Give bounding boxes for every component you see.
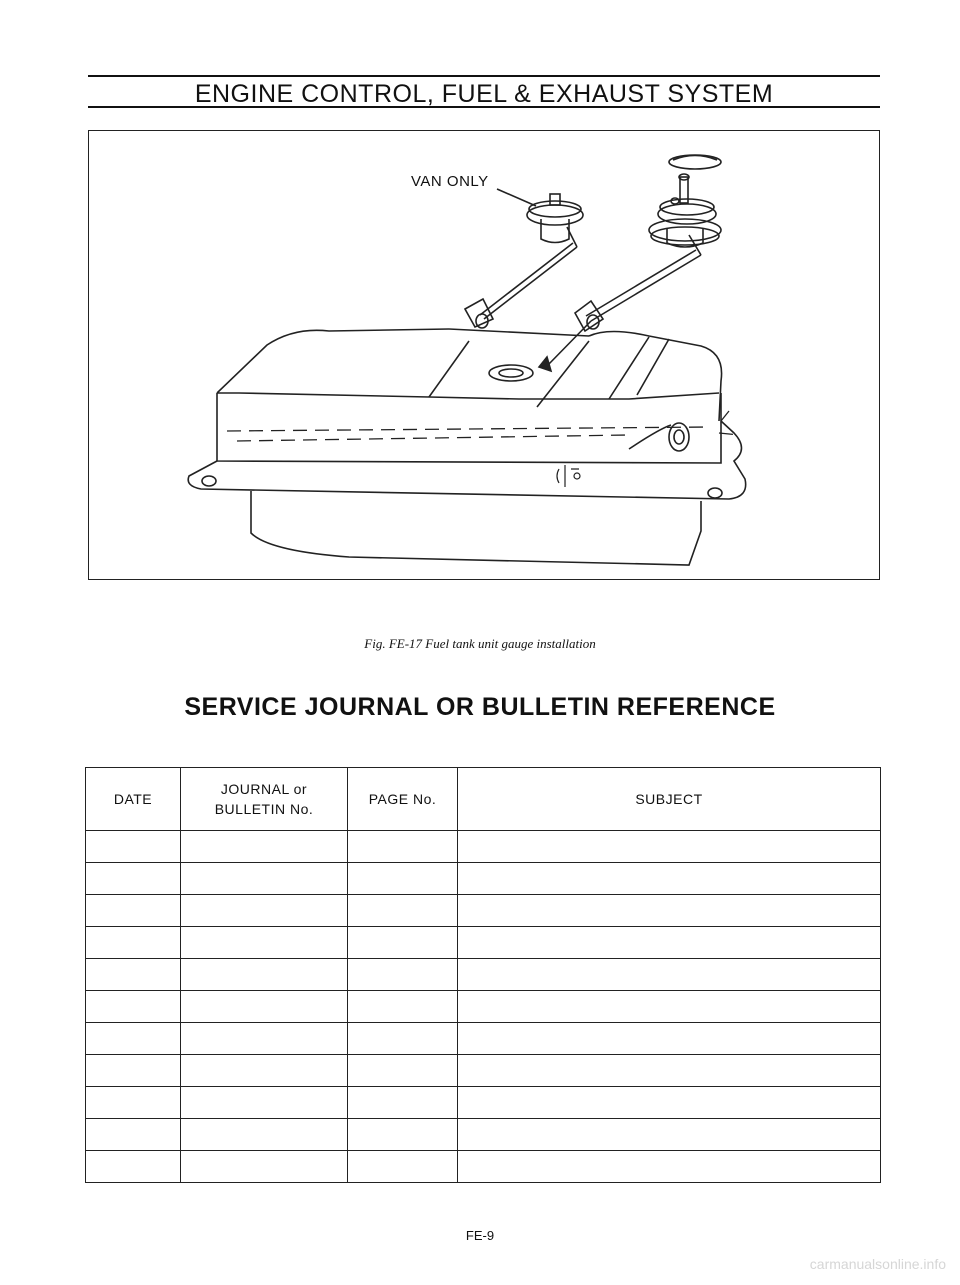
table-cell [348,927,458,959]
table-cell [181,1055,348,1087]
col-header-line: PAGE No. [368,791,437,807]
table-cell [348,1087,458,1119]
header-rule-top [88,75,880,77]
section-title: SERVICE JOURNAL OR BULLETIN REFERENCE [184,693,776,721]
table-row [86,927,881,959]
table-row [86,991,881,1023]
table-cell [458,863,881,895]
table-cell [181,831,348,863]
table-cell [348,895,458,927]
table-row [86,959,881,991]
table-cell [181,1151,348,1183]
table-cell [86,1119,181,1151]
table-cell [86,1023,181,1055]
col-header-line: SUBJECT [635,791,703,807]
header-rule-bottom [88,106,880,108]
table-cell [348,1151,458,1183]
table-cell [458,1087,881,1119]
table-cell [458,831,881,863]
table-cell [458,1151,881,1183]
col-header-subject [458,768,881,831]
table-row [86,1023,881,1055]
table-row [86,1119,881,1151]
table-cell [458,927,881,959]
col-header-date [86,768,181,831]
figure-fuel-tank [88,130,880,580]
table-cell [86,831,181,863]
table-cell [86,1087,181,1119]
table-cell [181,927,348,959]
service-journal-table [85,767,881,1183]
table-cell [348,959,458,991]
table-cell [86,1055,181,1087]
table-cell [181,863,348,895]
table-cell [181,959,348,991]
col-header-line: DATE [113,791,153,807]
col-header-page [348,768,458,831]
col-header-line: BULLETIN No. [214,801,314,817]
table-cell [458,1119,881,1151]
table-cell [348,831,458,863]
table-cell [458,959,881,991]
table-cell [348,863,458,895]
table-cell [348,991,458,1023]
table-row [86,863,881,895]
watermark: carmanualsonline.info [809,1256,946,1272]
table-cell [181,991,348,1023]
table-header-row [86,768,881,831]
table-cell [86,927,181,959]
table-cell [181,1023,348,1055]
table-cell [458,991,881,1023]
table-cell [458,1023,881,1055]
table-cell [86,863,181,895]
figure-caption: Fig. FE-17 Fuel tank unit gauge installation [364,636,596,651]
table-row [86,1151,881,1183]
table-cell [86,991,181,1023]
table-cell [86,959,181,991]
table-cell [458,1055,881,1087]
table-cell [348,1119,458,1151]
table-cell [181,895,348,927]
col-header-journal [181,768,348,831]
table-cell [86,1151,181,1183]
table-row [86,1087,881,1119]
table-cell [181,1119,348,1151]
table-row [86,895,881,927]
table-cell [348,1055,458,1087]
van-only-callout: VAN ONLY [411,173,489,190]
page-header-title: ENGINE CONTROL, FUEL & EXHAUST SYSTEM [194,80,774,108]
table-cell [181,1087,348,1119]
page-number: FE-9 [465,1228,495,1243]
table-cell [86,895,181,927]
fuel-tank-illustration [89,131,881,581]
table-cell [458,895,881,927]
table-row [86,1055,881,1087]
table-row [86,831,881,863]
table-cell [348,1023,458,1055]
col-header-line: JOURNAL or [220,781,308,797]
